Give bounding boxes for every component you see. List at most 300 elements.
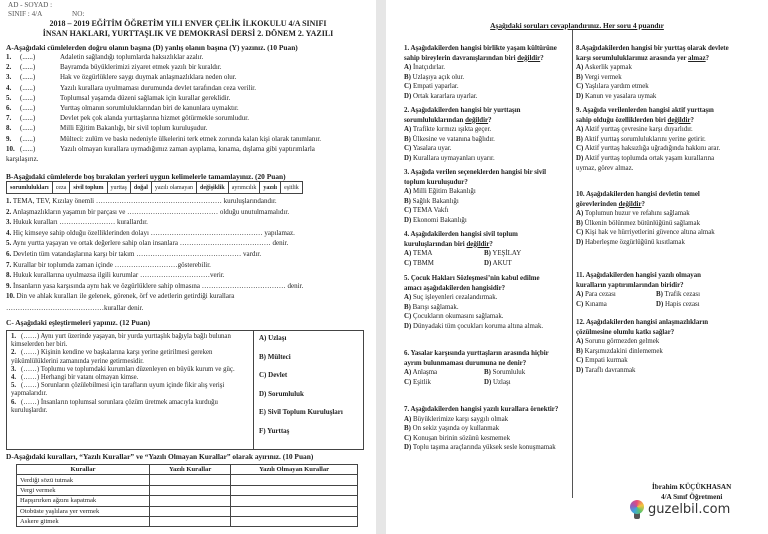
true-false-item: [6, 135, 321, 143]
answer-option[interactable]: [576, 63, 729, 73]
written-rule-cell[interactable]: [150, 516, 231, 526]
answer-option[interactable]: [576, 347, 708, 357]
option-text: AKUT: [491, 259, 512, 267]
option-letter: B): [404, 197, 411, 205]
item-text: TEMA, TEV, Kızılay önemli ……………………………………………… kuruluşlarındandır.: [11, 197, 277, 205]
section-b-item10-continuation: ……………………………………kurallar denir.: [6, 304, 144, 312]
written-rule-cell[interactable]: [150, 475, 231, 485]
item-number: 6.: [6, 250, 12, 258]
answer-option[interactable]: [404, 92, 557, 102]
option-text: Hapis cezası: [663, 300, 700, 308]
item-number: 2.: [6, 207, 12, 216]
item-number: 5.: [6, 239, 12, 248]
options-row: [404, 378, 564, 388]
questions-title: Aşağıdaki soruları cevaplandırınız. Her soru 4 puandır: [490, 21, 664, 30]
answer-option[interactable]: [576, 209, 715, 219]
question-text: 7. Aşağıdakilerden hangisi yazılı kurallara örnektir?: [404, 406, 559, 413]
answer-option[interactable]: [484, 259, 564, 269]
option-text: Aktif yurttaş çevresine karşı duyarlıdır.: [583, 126, 693, 134]
table-row: [17, 485, 358, 495]
option-letter: C): [576, 300, 584, 308]
table-row: [17, 516, 358, 526]
item-number: 2.: [11, 349, 17, 357]
question-text-line2: [404, 178, 546, 188]
question-text-part: karşı sorumluluklarımız arasında yer: [576, 54, 689, 62]
option-letter: D): [404, 92, 412, 100]
logo-text: guzelbil.com: [648, 502, 731, 517]
question-text: 10. Aşağıdakilerden hangisi devletin temel: [576, 191, 700, 198]
question-3: [404, 168, 546, 226]
option-text: Suç işleyenleri cezalandırmak.: [411, 294, 498, 302]
answer-option[interactable]: [404, 303, 543, 313]
item-text: Adaletin sağlandığı toplumlarda haksızlıklar azalır.: [60, 53, 204, 61]
matching-item: [11, 333, 249, 349]
option-letter: A): [576, 338, 584, 346]
item-text: (……) Toplumu ve toplumdaki kurumları düzenleyen en büyük kurum ve güç.: [21, 365, 235, 373]
option-text: YEŞİLAY: [490, 250, 522, 258]
answer-option[interactable]: [404, 82, 557, 92]
option-letter: D): [576, 238, 584, 246]
question-text: 12. Aşağıdakilerden hangisi anlaşmazlıkların: [576, 319, 709, 326]
rules-table: [16, 464, 358, 527]
question-7: [404, 405, 558, 453]
item-text: Din ve ahlak kuralları ile gelenek, görenek, örf ve adetlerin getirdiği kurallara: [14, 292, 235, 301]
item-number: 1.: [11, 333, 17, 340]
options-row: [576, 300, 736, 310]
exam-title-line1: 2018 – 2019 EĞİTİM ÖĞRETİM YILI ENVER ÇELİK İLKOKULU 4/A SINIFI: [49, 19, 327, 28]
answer-option[interactable]: [404, 312, 543, 322]
matching-option: A) Uzlaşı: [259, 334, 287, 342]
answer-blank[interactable]: (......): [20, 114, 36, 123]
emphasis-word: değildir: [517, 54, 541, 62]
word-bank-word: yurttaş: [107, 182, 130, 194]
item-text: (……) İnsanların toplumsal sorunlara çözüm üretmek amacıyla kurduğu kuruluşlardır.: [11, 398, 218, 414]
matching-divider: [253, 331, 254, 449]
true-false-item: [6, 145, 315, 153]
option-letter: D): [576, 154, 584, 162]
option-text: Toplu taşıma araçlarında yüksek sesle konuşmamak: [411, 444, 556, 452]
option-letter: A): [576, 64, 584, 72]
answer-blank[interactable]: (......): [20, 53, 36, 61]
item-number: 4.: [11, 374, 17, 382]
item-number: 5.: [6, 93, 12, 102]
answer-option[interactable]: [404, 197, 546, 207]
option-text: Ülkenin bölünmez bütünlüğünü sağlamak: [582, 219, 701, 227]
answer-option[interactable]: [484, 378, 564, 388]
answer-blank[interactable]: (......): [20, 73, 36, 82]
option-letter: A): [404, 369, 412, 377]
option-text: Taraflı davranmak: [583, 366, 636, 374]
option-letter: D): [484, 378, 492, 386]
answer-option[interactable]: [404, 368, 484, 378]
option-text: Vergi vermek: [582, 73, 622, 81]
option-text: Ülkesine ve vatanına bağlıdır.: [410, 135, 495, 143]
column-divider: [572, 30, 573, 498]
item-text: Hukuk kurallarına uyulmazsa ilgili kurumlar …………………………verir.: [11, 271, 225, 280]
item-number: 3.: [6, 73, 12, 82]
option-letter: B): [404, 73, 411, 81]
question-mark: ?: [488, 116, 492, 124]
option-letter: C): [404, 434, 412, 442]
item-number: 3.: [6, 218, 12, 227]
table-header: Yazılı Kurallar: [150, 465, 231, 475]
option-letter: C): [404, 313, 412, 321]
item-number: 5.: [11, 382, 17, 390]
option-letter: D): [576, 92, 584, 100]
option-letter: A): [576, 210, 584, 218]
answer-option[interactable]: [576, 135, 720, 145]
answer-blank[interactable]: (......): [20, 124, 36, 133]
unwritten-rule-cell[interactable]: [231, 485, 358, 495]
options-row: [404, 259, 564, 269]
answer-option[interactable]: [576, 144, 720, 154]
rule-cell: Hapşırırken ağzını kapatmak: [17, 496, 150, 506]
answer-option[interactable]: [404, 125, 520, 135]
question-mark: ?: [705, 54, 710, 62]
unwritten-rule-cell[interactable]: [231, 506, 358, 516]
option-letter: A): [404, 250, 412, 258]
fill-blank-item: [6, 229, 295, 237]
lightbulb-icon: [630, 500, 644, 519]
exam-page-right: [386, 0, 768, 534]
option-letter: C): [404, 145, 412, 153]
question-mark: ?: [489, 240, 493, 248]
unwritten-rule-cell[interactable]: [231, 475, 358, 485]
section-c-title: C- Aşağıdaki eşleştirmeleri yapınız. (12 Puan): [6, 318, 151, 327]
option-text: Barışı sağlamak.: [410, 303, 459, 311]
option-text: Kurallara uymayanları uyarır.: [411, 154, 495, 162]
option-text: Toplumun huzur ve refahını sağlamak: [583, 210, 690, 218]
answer-option[interactable]: [576, 154, 720, 164]
question-text: 5. Çocuk Hakları Sözleşmesi’nin kabul edilme: [404, 275, 540, 282]
option-text: TEMA: [411, 250, 433, 258]
item-text: Mülteci: zulüm ve baskı nedeniyle ülkelerini terk etmek zorunda kalan kişi olarak tanımlanır.: [60, 134, 322, 143]
fill-blank-item: [6, 218, 148, 226]
fill-blank-item: [6, 239, 288, 247]
answer-blank[interactable]: (......): [20, 144, 36, 153]
answer-option[interactable]: [404, 443, 558, 453]
option-letter: D): [404, 216, 412, 224]
matching-item: [11, 374, 249, 382]
answer-option[interactable]: [404, 216, 546, 226]
answer-option[interactable]: [576, 228, 715, 238]
question-text: 8.Aşağıdakilerden hangisi bir yurttaş olarak devlete: [576, 45, 729, 52]
question-text-part: sorumluluklarından: [404, 116, 466, 124]
word-bank-word: eşitlik: [281, 182, 303, 194]
emphasis-word: değildir: [465, 116, 489, 124]
question-9: [576, 106, 720, 173]
word-bank-word: yazılı: [260, 182, 281, 194]
option-letter: C): [576, 229, 584, 237]
option-letter: A): [404, 64, 412, 72]
matching-item: [11, 366, 249, 374]
answer-option[interactable]: [404, 434, 558, 444]
option-letter: D): [484, 259, 492, 267]
option-letter: C): [404, 207, 412, 215]
answer-option[interactable]: [404, 63, 557, 73]
option-text: Kişi hak ve hürriyetlerini güvence altına almak: [583, 229, 715, 237]
answer-option[interactable]: [484, 249, 564, 259]
question-text-part: amacı aşağıdakilerden hangisidir?: [404, 284, 506, 292]
question-text-line2: [576, 116, 720, 126]
fill-blank-item: [6, 208, 289, 216]
answer-option[interactable]: [404, 322, 543, 332]
answer-option[interactable]: [404, 135, 520, 145]
answer-option[interactable]: [404, 154, 520, 164]
options-row: [404, 249, 564, 259]
item-number: 4.: [6, 83, 12, 92]
item-text: Toplumsal yaşamda düzeni sağlamak için kurallar gereklidir.: [60, 93, 231, 102]
fill-blank-item: [6, 292, 234, 300]
written-rule-cell[interactable]: [150, 496, 231, 506]
matching-item: [11, 382, 249, 398]
answer-option[interactable]: [576, 125, 720, 135]
answer-option[interactable]: [656, 300, 736, 310]
emphasis-word: almaz: [688, 54, 706, 62]
question-text-part: ayrım bulunmaması durumuna ne denir?: [404, 359, 527, 367]
site-logo: [630, 500, 730, 519]
true-false-item: [6, 84, 256, 92]
class-label: SINIF : 4/A: [8, 10, 43, 18]
question-text-line2: [404, 284, 543, 294]
answer-option[interactable]: [576, 219, 715, 229]
emphasis-word: değildir: [618, 200, 642, 208]
item-number: 10.: [6, 292, 15, 301]
question-text-part: sahip bireylerin davranışlarından biri: [404, 54, 518, 62]
option-letter: D): [404, 154, 412, 162]
option-letter: C): [576, 83, 584, 91]
item-number: 2.: [6, 63, 12, 72]
item-number: 7.: [6, 114, 12, 123]
answer-option[interactable]: [656, 290, 736, 300]
true-false-item: [6, 53, 203, 61]
option-letter: B): [576, 73, 583, 81]
question-text-line2: [404, 116, 520, 126]
item-number: 9.: [6, 281, 12, 290]
rule-cell: Askere gitmek: [17, 516, 150, 526]
signature-block: [652, 482, 731, 502]
fill-blank-item: [6, 282, 303, 290]
option-letter: B): [404, 135, 411, 143]
table-header: Kurallar: [17, 465, 150, 475]
question-text: 6. Yasalar karşısında yurttaşların arasında hiçbir: [404, 350, 549, 357]
answer-option[interactable]: [404, 293, 543, 303]
item-text: (……) Sorunların çözülebilmesi için tarafların uyum içinde fikir alış verişi yapmalarıdır.: [11, 382, 225, 398]
answer-option[interactable]: [404, 424, 558, 434]
word-bank-word: sivil toplum: [70, 182, 107, 194]
option-text: Askerlik yapmak: [583, 64, 632, 72]
option-text: Milli Eğitim Bakanlığı: [411, 188, 476, 196]
answer-option[interactable]: [576, 290, 656, 300]
option-text: İnatçıdırlar.: [411, 64, 445, 72]
option-text: Çocukların okumasını sağlamak.: [411, 313, 504, 321]
option-letter: D): [404, 444, 412, 452]
teacher-name: İbrahim KÜÇÜKHASAN: [652, 483, 732, 491]
option-text: Uzlaşı: [491, 378, 511, 386]
question-text: 9. Aşağıda verilenlerden hangisi aktif yurttaşın: [576, 107, 714, 114]
option-text: Ekonomi Bakanlığı: [411, 216, 467, 224]
option-text: Yasalara uyar.: [411, 145, 452, 153]
answer-option[interactable]: [576, 300, 656, 310]
item-text: Devletin tüm vatandaşlarına karşı bir takım ……………………………………… vardır.: [11, 250, 262, 258]
word-bank-word: yazılı olamayan: [151, 182, 196, 194]
question-text-line2: [576, 54, 729, 64]
section-d-title: D-Aşağıdaki kuralları, “Yazılı Kurallar” ve “Yazılı Olmayan Kurallar” olarak ayırınız. (10 Puan): [6, 452, 314, 461]
option-text: Aktif yurttaş sorumluluklarını yerine getirir.: [582, 135, 706, 143]
unwritten-rule-cell[interactable]: [231, 516, 358, 526]
option-text: Uzlaşıya açık olur.: [410, 73, 465, 81]
question-1: [404, 44, 557, 102]
true-false-item: [6, 124, 207, 132]
answer-option[interactable]: [404, 73, 557, 83]
answer-option[interactable]: [576, 238, 715, 248]
question-mark: ?: [540, 54, 544, 62]
item-number: 3.: [11, 365, 17, 373]
question-mark: ?: [641, 200, 645, 208]
option-text: Kanun ve yasalara uymak: [583, 92, 657, 100]
item-number: 4.: [6, 228, 12, 237]
fill-blank-item: [6, 271, 225, 279]
question-2: [404, 106, 520, 164]
option-text: Dünyadaki tüm çocukları koruma altına almak.: [411, 322, 544, 330]
option-letter: A): [404, 415, 412, 423]
item-text: Hak ve özgürlüklere saygı duymak anlaşmazlıklara neden olur.: [60, 73, 237, 82]
option-continuation: uymaz, görev almaz.: [576, 164, 634, 172]
question-5: [404, 274, 543, 332]
option-text: Konuşan birinin sözünü kesmemek: [411, 434, 511, 442]
item-text: Yazılı olmayan kurallara uymadığımız zaman ayıplama, kınama, dışlama gibi yaptırımlarla: [60, 144, 315, 153]
item-number: 7.: [6, 260, 12, 269]
exam-title-line2: İNSAN HAKLARI, YURTTAŞLIK VE DEMOKRASİ DERSİ 2. DÖNEM 2. YAZILI: [42, 29, 334, 38]
option-text: Haberleşme özgürlüğünü kısıtlamak: [583, 238, 685, 246]
name-label: AD - SOYAD :: [8, 1, 53, 9]
option-text: Karşımızdakini dinlememek: [582, 347, 663, 355]
option-letter: A): [576, 126, 584, 134]
option-text: Aktif yurttaş haksızlığa uğradığında hakkını arar.: [583, 145, 721, 153]
option-text: Trafikte kırmızı ışıkta geçer.: [411, 126, 492, 134]
item-text: (……) Aynı yurt üzerinde yaşayan, bir yurda yurttaşlık bağıyla bağlı bulunan kimselerden her biri.: [11, 333, 231, 349]
option-text: Kınama: [583, 300, 607, 308]
question-text-line2: [576, 281, 736, 291]
item-text: Anlaşmazlıkların yaşamın bir parçası ve ………………………………… olduğu unutulmamalıdır.: [11, 207, 290, 216]
option-letter: C): [404, 83, 412, 91]
question-mark: ?: [690, 116, 694, 124]
option-letter: B): [404, 425, 411, 433]
item-text: (……) Kişinin kendine ve başkalarına karşı yerine getirilmesi gereken yükümlülüklerini zamanında yerine getirmesidir.: [11, 349, 213, 365]
answer-blank[interactable]: (......): [20, 93, 36, 102]
options-row: [404, 368, 564, 378]
true-false-item: [6, 114, 249, 122]
question-6: [404, 349, 564, 387]
option-text: Ortak kararlara uyarlar.: [411, 92, 478, 100]
unwritten-rule-cell[interactable]: [231, 496, 358, 506]
question-text-part: çözülmesine olumlu katkı sağlar?: [576, 328, 675, 336]
option-letter: B): [484, 369, 491, 377]
option-letter: A): [576, 291, 584, 299]
question-11: [576, 271, 736, 309]
emphasis-word: değildir: [466, 240, 490, 248]
answer-blank[interactable]: (......): [20, 104, 36, 112]
answer-option[interactable]: [576, 92, 729, 102]
option-letter: D): [656, 300, 664, 308]
answer-option[interactable]: [404, 259, 484, 269]
matching-item: [11, 349, 249, 365]
section-a-item10-continuation: karşılaşırız.: [6, 155, 39, 163]
item-text: Bayramda büyüklerimizi ziyaret etmek yazılı bir kuraldır.: [60, 63, 222, 72]
item-text: İnsanların yasa karşısında aynı hak ve özgürlüklere sahip olmasına ……………………………… denir.: [11, 281, 304, 290]
answer-option[interactable]: [484, 368, 564, 378]
option-text: Trafik cezası: [662, 291, 701, 299]
fill-blank-item: [6, 250, 261, 258]
true-false-item: [6, 104, 239, 112]
option-text: TBMM: [411, 259, 434, 267]
matching-option: F) Yurttaş: [259, 427, 290, 435]
option-text: On sekiz yaşında oy kullanmak: [410, 425, 500, 433]
question-text: 3. Aşağıda verilen seçeneklerden hangisi bir sivil: [404, 169, 547, 176]
answer-option[interactable]: [576, 82, 729, 92]
item-number: 8.: [6, 124, 12, 133]
question-text: 4. Aşağıdakilerden hangisi sivil toplum: [404, 231, 518, 238]
written-rule-cell[interactable]: [150, 485, 231, 495]
answer-option[interactable]: [404, 187, 546, 197]
matching-option: E) Sivil Toplum Kuruluşları: [259, 408, 343, 417]
answer-blank[interactable]: (......): [20, 83, 36, 92]
answer-option[interactable]: [404, 206, 546, 216]
option-text: TEMA Vakfı: [411, 207, 449, 215]
option-letter: B): [484, 250, 491, 258]
question-text-part: sahip olduğu özelliklerden biri: [576, 116, 668, 124]
answer-option[interactable]: [576, 356, 708, 366]
item-text: Yurttaş olmanın sorumluluklarından biri de kanunlara uymaktır.: [60, 104, 239, 112]
option-letter: D): [576, 366, 584, 374]
question-text: 11. Aşağıdakilerden hangisi yazılı olmayan: [576, 272, 702, 279]
option-letter: D): [404, 322, 412, 330]
written-rule-cell[interactable]: [150, 506, 231, 516]
answer-option[interactable]: [576, 73, 729, 83]
item-number: 9.: [6, 134, 12, 143]
option-letter: B): [576, 347, 583, 355]
question-10: [576, 190, 715, 248]
answer-option[interactable]: [404, 249, 484, 259]
rule-cell: Vergi vermek: [17, 485, 150, 495]
answer-blank[interactable]: (......): [20, 63, 36, 72]
item-text: Kurallar bir toplumda zaman içinde ………………………gösterebilir.: [11, 260, 211, 269]
matching-option: D) Sorumluluk: [259, 389, 304, 398]
true-false-item: [6, 73, 237, 81]
options-row: [576, 290, 736, 300]
option-letter: B): [576, 219, 583, 227]
matching-option: B) Mülteci: [259, 352, 291, 361]
option-text: Büyüklerimize karşı saygılı olmak: [411, 415, 509, 423]
true-false-item: [6, 63, 222, 71]
matching-item: [11, 399, 249, 415]
matching-box: [6, 330, 364, 450]
word-bank-word: ceza: [52, 182, 70, 194]
answer-blank[interactable]: (......): [20, 134, 36, 143]
item-number: 6.: [11, 398, 17, 406]
answer-option[interactable]: [576, 366, 708, 376]
answer-option[interactable]: [404, 378, 484, 388]
table-row: [17, 496, 358, 506]
answer-option[interactable]: [404, 415, 558, 425]
option-text: Para cezası: [583, 291, 616, 299]
question-text-line2: [576, 200, 715, 210]
table-row: [17, 506, 358, 516]
option-text: Eşitlik: [411, 378, 431, 386]
answer-option[interactable]: [404, 144, 520, 154]
answer-option[interactable]: [576, 337, 708, 347]
word-bank-table: [6, 181, 303, 194]
